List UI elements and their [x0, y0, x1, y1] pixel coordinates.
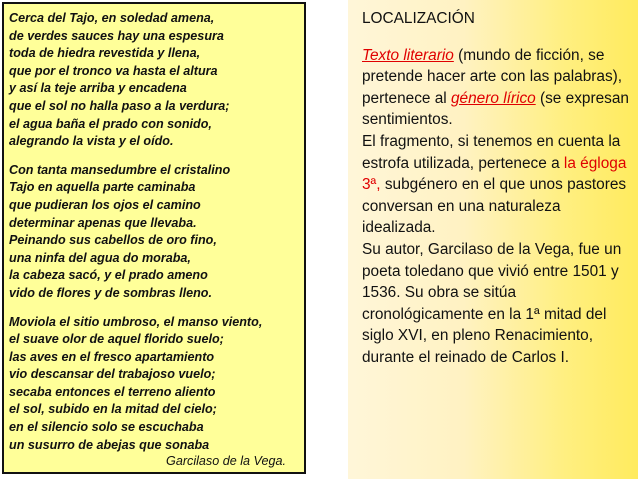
poem-line: de verdes sauces hay una espesura [9, 28, 224, 43]
section-heading: LOCALIZACIÓN [362, 10, 475, 27]
stanza-1 [9, 10, 300, 151]
poem-line: toda de hiedra revestida y llena, [9, 46, 201, 61]
poem-line: secaba entonces el terreno aliento [9, 384, 216, 399]
poem-signature: Garcilaso de la Vega. [166, 454, 286, 469]
stanza-3 [9, 314, 300, 455]
poem-line: Con tanta mansedumbre el cristalino [9, 162, 231, 177]
paragraph-author: Su autor, Garcilaso de la Vega, fue un poeta toledano que vivió entre 1501 y 1536. Su obra se sitúa cronológicamente en la 1ª mitad del siglo XVI, en pleno Renacimiento, durante el reinado de Carlos I. [362, 240, 622, 366]
poem-line: determinar apenas que llevaba. [9, 215, 197, 230]
poem-line: en el silencio solo se escuchaba [9, 420, 204, 435]
poem-line: una ninfa del agua do moraba, [9, 250, 191, 265]
poem-line: la cabeza sacó, y el prado ameno [9, 268, 208, 283]
paragraph-text: subgénero en el que unos pastores conversan en una naturaleza idealizada. [362, 176, 627, 237]
poem-line: Moviola el sitio umbroso, el manso viento, [9, 314, 263, 329]
poem-line: el sol, subido en la mitad del cielo; [9, 402, 217, 417]
localization-text [362, 8, 636, 369]
term-literary-text: Texto literario [362, 46, 454, 64]
paragraph-text: El fragmento, si tenemos en cuenta la estrofa utilizada, pertenece a [362, 132, 621, 172]
poem-box [2, 2, 306, 474]
poem-line: que el sol no halla paso a la verdura; [9, 98, 230, 113]
stanza-2 [9, 162, 300, 303]
paragraph-stanza [362, 131, 636, 239]
poem-line: el suave olor de aquel florido suelo; [9, 332, 224, 347]
poem-line: vido de flores y de sombras lleno. [9, 285, 212, 300]
paragraph-genre [362, 45, 636, 131]
poem-line: que pudieran los ojos el camino [9, 197, 201, 212]
poem-line: Peinando sus cabellos de oro fino, [9, 233, 217, 248]
poem-line: las aves en el fresco apartamiento [9, 349, 215, 364]
paragraph-text: (mundo de ficción, se pretende hacer arte con las palabras), pertenece al [362, 46, 623, 107]
poem-line: alegrando la vista y el oído. [9, 134, 174, 149]
poem-line: Cerca del Tajo, en soledad amena, [9, 11, 215, 25]
poem-line: un susurro de abejas que sonaba [9, 437, 210, 452]
poem-line: el agua baña el prado con sonido, [9, 116, 212, 131]
poem-line: vio descansar del trabajoso vuelo; [9, 367, 216, 382]
term-lyric-genre: género lírico [451, 89, 536, 107]
paragraph-text: (se expresan sentimientos. [362, 89, 629, 129]
poem-line: Tajo en aquella parte caminaba [9, 180, 196, 195]
poem-line: y así la teje arriba y encadena [9, 81, 187, 96]
poem-line: que por el tronco va hasta el altura [9, 63, 218, 78]
term-egloga: la égloga 3ª, [362, 154, 627, 194]
